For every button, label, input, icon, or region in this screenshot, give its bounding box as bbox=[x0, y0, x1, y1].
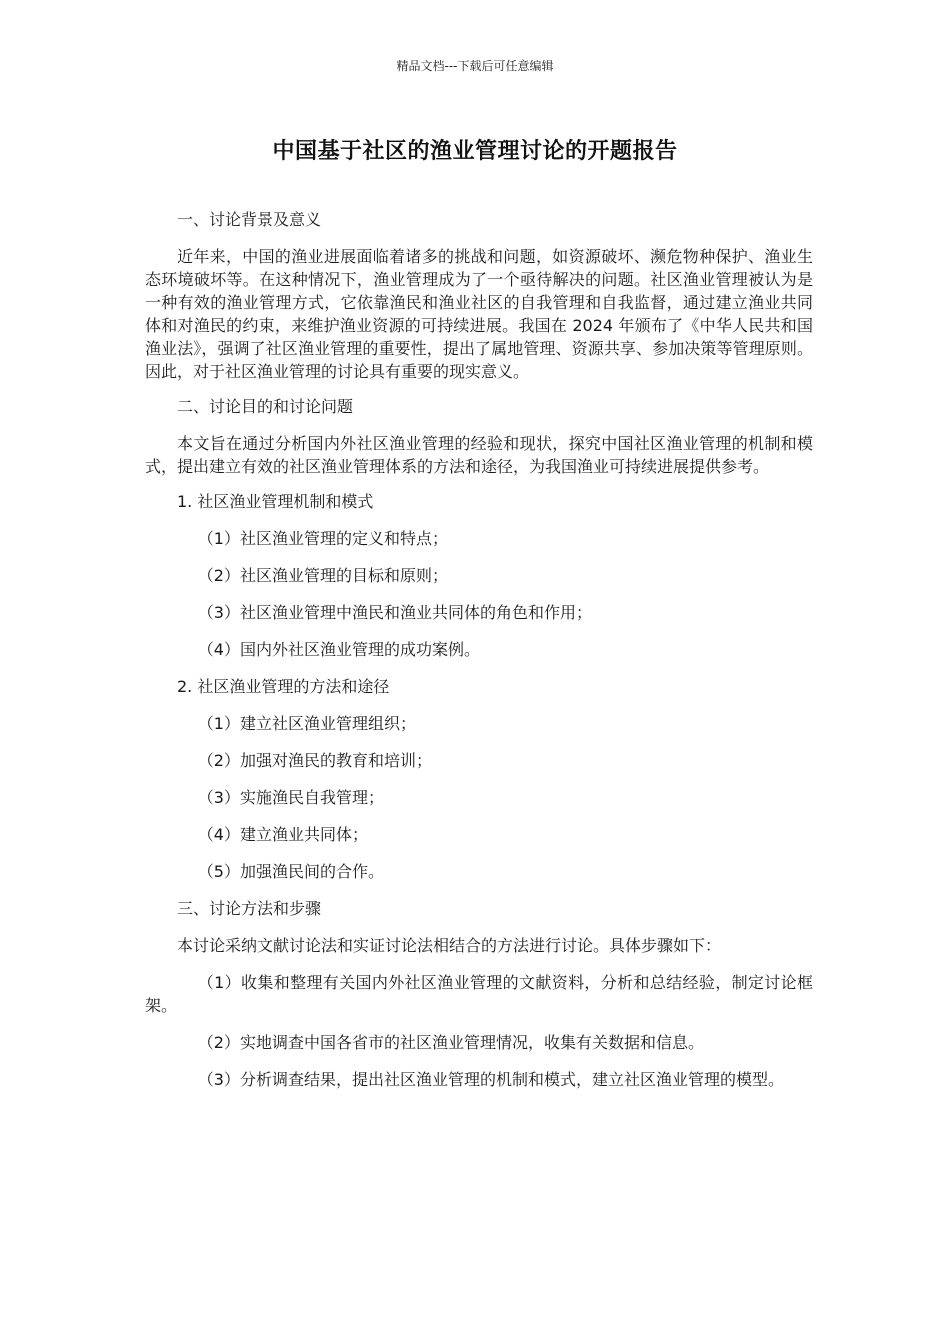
list-item: （4）建立渔业共同体； bbox=[197, 825, 368, 844]
step-item: （3）分析调查结果，提出社区渔业管理的机制和模式，建立社区渔业管理的模型。 bbox=[197, 1070, 784, 1089]
list-item: （2）加强对渔民的教育和培训； bbox=[197, 751, 432, 770]
subsection-1-heading: 1. 社区渔业管理机制和模式 bbox=[177, 492, 374, 511]
list-item: （1）社区渔业管理的定义和特点； bbox=[197, 529, 448, 548]
step-item: （2）实地调查中国各省市的社区渔业管理情况，收集有关数据和信息。 bbox=[197, 1033, 704, 1052]
section-3-heading: 三、讨论方法和步骤 bbox=[177, 899, 322, 918]
list-item: （4）国内外社区渔业管理的成功案例。 bbox=[197, 640, 480, 659]
section-1-paragraph: 近年来，中国的渔业进展面临着诸多的挑战和问题，如资源破坏、濒危物种保护、渔业生态环境破坏等。在这种情况下，渔业管理成为了一个亟待解决的问题。社区渔业管理被认为是一种有效的渔业管理方式，它依靠渔民和渔业社区的自我管理和自我监督，通过建立渔业共同体和对渔民的约束，来维护渔业资源的可持续进展。我国在 2024 年颁布了《中华人民共和国渔业法》，强调了社区渔业管理的重要性，提出了属地管理、资源共享、参加决策等管理原则。因此，对于社区渔业管理的讨论具有重要的现实意义。 bbox=[145, 247, 813, 381]
section-2-paragraph: 本文旨在通过分析国内外社区渔业管理的经验和现状，探究中国社区渔业管理的机制和模式，提出建立有效的社区渔业管理体系的方法和途径，为我国渔业可持续进展提供参考。 bbox=[145, 434, 813, 476]
header-note: 精品文档---下载后可任意编辑 bbox=[396, 59, 554, 73]
document-title: 中国基于社区的渔业管理讨论的开题报告 bbox=[272, 139, 678, 164]
list-item: （3）实施渔民自我管理； bbox=[197, 788, 384, 807]
document-body bbox=[145, 208, 813, 1105]
list-item: （3）社区渔业管理中渔民和渔业共同体的角色和作用； bbox=[197, 603, 592, 622]
section-3-intro: 本讨论采纳文献讨论法和实证讨论法相结合的方法进行讨论。具体步骤如下： bbox=[177, 936, 722, 955]
list-item: （5）加强渔民间的合作。 bbox=[197, 862, 384, 881]
section-1-heading: 一、讨论背景及意义 bbox=[177, 210, 322, 229]
step-item: （1）收集和整理有关国内外社区渔业管理的文献资料，分析和总结经验，制定讨论框架。 bbox=[145, 973, 813, 1015]
subsection-2-heading: 2. 社区渔业管理的方法和途径 bbox=[177, 677, 390, 696]
section-2-heading: 二、讨论目的和讨论问题 bbox=[177, 397, 354, 416]
list-item: （1）建立社区渔业管理组织； bbox=[197, 714, 416, 733]
list-item: （2）社区渔业管理的目标和原则； bbox=[197, 566, 448, 585]
